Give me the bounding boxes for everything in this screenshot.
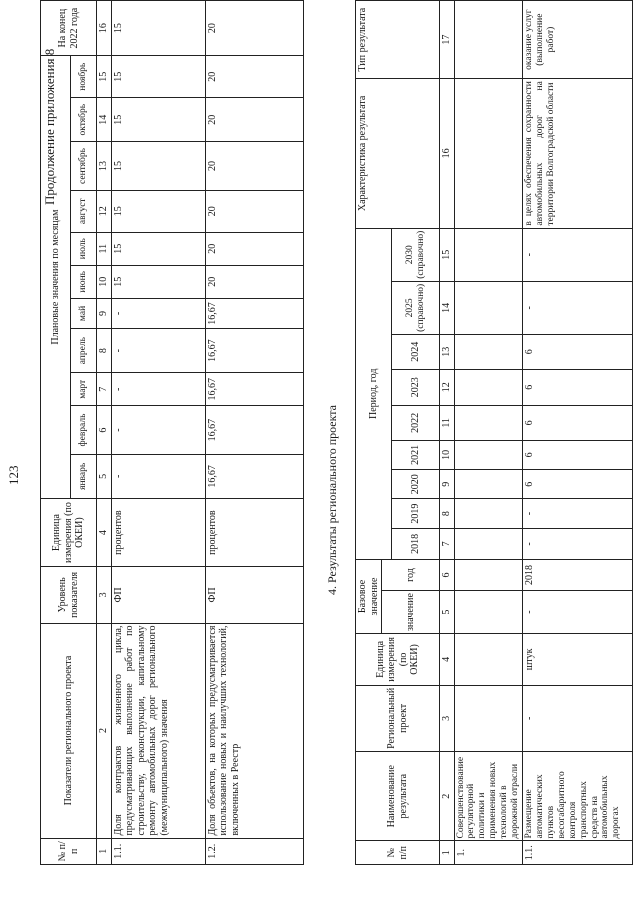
year-header: 2030 (справочно)	[392, 228, 440, 281]
row-level: ФП	[111, 567, 205, 623]
year-header: 2024	[392, 334, 440, 369]
header-level: Уровень показателя	[41, 567, 97, 623]
col-number: 11	[97, 232, 112, 265]
header-regproj: Региональный проект	[356, 685, 440, 751]
row-value: -	[111, 406, 205, 455]
col-number: 17	[440, 1, 455, 79]
row-unit: процентов	[205, 498, 303, 566]
header-base: Базовое значение	[356, 559, 382, 633]
row-indicator: Доля контрактов жизненного цикла, предусматривающих выполнение работ по строительству, реконструкции, капитальному ремонту автомобильных дорог регионального (межмуниципального) значения	[111, 623, 205, 838]
col-number: 4	[440, 634, 455, 686]
table-row	[205, 1, 303, 865]
month-header: апрель	[71, 329, 97, 373]
col-number: 7	[97, 373, 112, 406]
row-value: 15	[111, 56, 205, 98]
row-value: 16,67	[205, 373, 303, 406]
col-number: 8	[97, 329, 112, 373]
col-number: 2	[97, 623, 112, 838]
col-number: 16	[440, 79, 455, 228]
row-base-value: -	[523, 591, 633, 634]
col-number: 15	[440, 228, 455, 281]
results-table	[355, 0, 633, 865]
row-value: 15	[111, 265, 205, 298]
row-value: 20	[205, 232, 303, 265]
month-header: июнь	[71, 265, 97, 298]
row-value: 20	[205, 56, 303, 98]
row-regproj: -	[523, 685, 633, 751]
col-number: 14	[440, 281, 455, 334]
row-num: 1.1.	[523, 841, 633, 865]
table-row	[454, 1, 523, 865]
indicators-table	[40, 0, 304, 865]
row-name: Совершенствование регуляторной политики и применения новых технологий в дорожной отрасли	[454, 751, 523, 841]
year-header: 2025 (справочно)	[392, 281, 440, 334]
row-value: 6	[523, 334, 633, 369]
year-header: 2022	[392, 405, 440, 440]
year-header: 2019	[392, 499, 440, 528]
row-level: ФП	[205, 567, 303, 623]
table-row	[523, 1, 633, 865]
col-number: 1	[440, 841, 455, 865]
month-header: март	[71, 373, 97, 406]
month-header: июль	[71, 232, 97, 265]
row-value: -	[523, 228, 633, 281]
row-value: 20	[205, 142, 303, 191]
col-number: 3	[97, 567, 112, 623]
col-number: 4	[97, 498, 112, 566]
year-header: 2023	[392, 369, 440, 405]
col-number: 13	[97, 142, 112, 191]
col-number: 6	[440, 559, 455, 590]
row-yearend: 15	[111, 1, 205, 56]
row-value: -	[523, 528, 633, 559]
row-value: 15	[111, 98, 205, 142]
header-characteristic: Характеристика результата	[356, 79, 440, 228]
col-number: 9	[440, 470, 455, 499]
month-header: май	[71, 298, 97, 328]
row-base-year: 2018	[523, 559, 633, 590]
row-value: -	[523, 499, 633, 528]
header-unit: Единица измерения (по ОКЕИ)	[41, 498, 97, 566]
row-unit: штук	[523, 634, 633, 686]
row-value: -	[523, 281, 633, 334]
col-number: 8	[440, 499, 455, 528]
col-number: 10	[97, 265, 112, 298]
year-header: 2018	[392, 528, 440, 559]
row-value: 20	[205, 98, 303, 142]
col-number: 15	[97, 56, 112, 98]
row-num: 1.2.	[205, 838, 303, 864]
col-number: 9	[97, 298, 112, 328]
row-num: 1.	[454, 841, 523, 865]
col-number: 12	[97, 190, 112, 232]
header-planned: Плановые значения по месяцам	[41, 56, 71, 499]
row-value: -	[111, 373, 205, 406]
row-value: 15	[111, 232, 205, 265]
row-value: 6	[523, 405, 633, 440]
year-header: 2020	[392, 470, 440, 499]
row-unit: процентов	[111, 498, 205, 566]
month-header: февраль	[71, 406, 97, 455]
row-value: 15	[111, 190, 205, 232]
header-num: № п/п	[356, 841, 440, 865]
header-base-year: год	[382, 559, 440, 590]
month-header: сентябрь	[71, 142, 97, 191]
month-header: октябрь	[71, 98, 97, 142]
row-value: 16,67	[205, 298, 303, 328]
month-header: август	[71, 190, 97, 232]
col-number: 7	[440, 528, 455, 559]
col-number: 2	[440, 751, 455, 841]
row-value: 6	[523, 470, 633, 499]
row-value: 16,67	[205, 406, 303, 455]
month-header: январь	[71, 454, 97, 498]
col-number: 5	[97, 454, 112, 498]
header-indicator: Показатели регионального проекта	[41, 623, 97, 838]
header-unit: Единица измерения (по ОКЕИ)	[356, 634, 440, 686]
row-value: -	[111, 329, 205, 373]
col-number: 12	[440, 369, 455, 405]
col-number: 14	[97, 98, 112, 142]
header-type: Тип результата	[356, 1, 440, 79]
row-value: 16,67	[205, 329, 303, 373]
section-title: 4. Результаты регионального проекта	[325, 405, 339, 595]
year-header: 2021	[392, 440, 440, 469]
row-value: 16,67	[205, 454, 303, 498]
row-characteristic: в целях обеспечения сохранности автомобильных дорог на территории Волгоградской области	[523, 79, 633, 228]
col-number: 10	[440, 440, 455, 469]
page-number: 123	[6, 465, 21, 485]
row-name: Размещение автоматических пунктов весогабаритного контроля транспортных средств на автомобильных дорогах	[523, 751, 633, 841]
col-number: 6	[97, 406, 112, 455]
month-header: ноябрь	[71, 56, 97, 98]
col-number: 5	[440, 591, 455, 634]
header-name: Наименование результата	[356, 751, 440, 841]
row-value: 6	[523, 440, 633, 469]
col-number: 1	[97, 838, 112, 864]
col-number: 16	[97, 1, 112, 56]
row-type: оказание услуг (выполнение работ)	[523, 1, 633, 79]
row-value: 6	[523, 369, 633, 405]
row-value: 20	[205, 190, 303, 232]
row-value: -	[111, 298, 205, 328]
header-yearend: На конец 2022 года	[41, 1, 97, 56]
row-value: -	[111, 454, 205, 498]
col-number: 11	[440, 405, 455, 440]
header-num: № п/п	[41, 838, 97, 864]
row-indicator: Доля объектов, на которых предусматривается использование новых и наилучших технологий, включенных в Реестр	[205, 623, 303, 838]
row-num: 1.1.	[111, 838, 205, 864]
row-value: 15	[111, 142, 205, 191]
header-base-value: значение	[382, 591, 440, 634]
header-period: Период, год	[356, 228, 392, 559]
row-yearend: 20	[205, 1, 303, 56]
row-value: 20	[205, 265, 303, 298]
table-row	[111, 1, 205, 865]
continuation-label: Продолжение приложения 8	[42, 48, 57, 205]
col-number: 13	[440, 334, 455, 369]
col-number: 3	[440, 685, 455, 751]
